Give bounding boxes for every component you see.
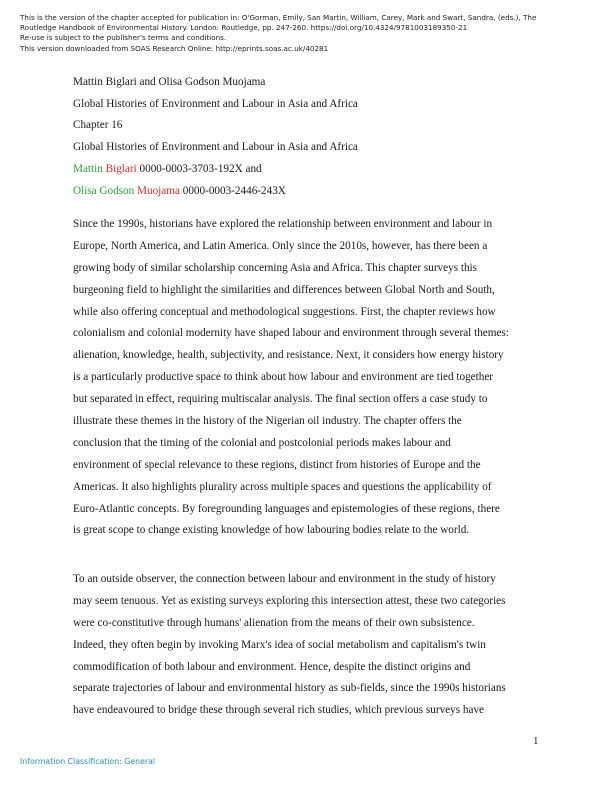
author2-orcid: 0000-0003-2446-243X <box>179 184 286 197</box>
author1-first-name: Mattin <box>73 162 103 175</box>
abstract-line: Americas. It also highlights plurality across multiple spaces and questions the applicability of <box>73 480 492 493</box>
chapter-number: Chapter 16 <box>73 119 123 132</box>
body-paragraph <box>73 569 543 722</box>
abstract-line: Europe, North America, and Latin America. Only since the 2010s, however, has there been a <box>73 239 488 252</box>
body-line: separate trajectories of labour and environmental history as sub-fields, since the 1990s historians <box>73 682 506 695</box>
author1-last-name: Biglari <box>105 162 137 175</box>
chapter-title-repeat: Global Histories of Environment and Labour in Asia and Africa <box>73 141 358 154</box>
abstract-paragraph <box>73 214 543 542</box>
body-line: To an outside observer, the connection between labour and environment in the study of history <box>73 573 496 585</box>
abstract-line: is great scope to change existing knowledge of how labouring bodies relate to the world. <box>73 524 470 537</box>
authors-line: Mattin Biglari and Olisa Godson Muojama <box>73 76 266 88</box>
author2-last-name: Muojama <box>137 184 180 197</box>
abstract-line: Euro-Atlantic concepts. By foregrounding languages and epistemologies of these regions, there <box>73 502 500 515</box>
notice-line: This is the version of the chapter accepted for publication in: O'Gorman, Emily, San Martin, William, Carey, Mark and Swart, Sandra, (eds.), The <box>20 13 537 22</box>
abstract-line: environment of special relevance to these regions, distinct from histories of Europe and the <box>73 458 481 471</box>
notice-line: This version downloaded from SOAS Research Online: http://eprints.soas.ac.uk/40281 <box>20 43 329 53</box>
information-classification-footer: Information Classification: General <box>20 757 156 766</box>
author1-orcid: 0000-0003-3703-192X and <box>136 162 262 175</box>
body-line: have endeavoured to bridge these through several rich studies, which previous surveys have <box>73 704 485 717</box>
abstract-line: but separated in effect, requiring multiscalar analysis. The final section offers a case study to <box>73 393 488 406</box>
abstract-line: burgeoning field to highlight the similarities and differences between Global North and South, <box>73 283 495 296</box>
abstract-line: while also offering conceptual and methodological suggestions. First, the chapter reviews how <box>73 305 496 318</box>
abstract-line: illustrate these themes in the history of the Nigerian oil industry. The chapter offers the <box>73 415 462 428</box>
author2-first-name: Olisa Godson <box>73 184 135 197</box>
body-line: were co-constitutive through humans' alienation from the means of their own subsistence. <box>73 616 475 629</box>
publication-notice <box>20 13 605 54</box>
chapter-title: Global Histories of Environment and Labour in Asia and Africa <box>73 97 358 110</box>
abstract-line: growing body of similar scholarship concerning Asia and Africa. This chapter surveys this <box>73 261 478 274</box>
page-number: 1 <box>533 735 539 747</box>
body-line: may seem tenuous. Yet as existing surveys exploring this intersection attest, these two categories <box>73 594 506 607</box>
chapter-header <box>73 72 543 202</box>
abstract-line: alienation, knowledge, health, subjectivity, and resistance. Next, it considers how energy history <box>73 349 504 362</box>
author1-line <box>73 159 543 181</box>
body-line: Indeed, they often begin by invoking Marx's idea of social metabolism and capitalism's twin <box>73 638 486 651</box>
author2-line <box>73 181 543 203</box>
abstract-line: Since the 1990s, historians have explored the relationship between environment and labour in <box>73 218 493 230</box>
abstract-line: conclusion that the timing of the colonial and postcolonial periods makes labour and <box>73 436 451 449</box>
notice-line: Routledge Handbook of Environmental History. London: Routledge, pp. 247-260. https://doi.org/10.4324/9781003189350-21 <box>20 23 468 33</box>
abstract-line: is a particularly productive space to think about how labour and environment are tied together <box>73 371 494 384</box>
body-line: commodification of both labour and environment. Hence, despite the distinct origins and <box>73 660 471 673</box>
notice-line: Re-use is subject to the publisher's terms and conditions. <box>20 33 227 43</box>
abstract-line: colonialism and colonial modernity have shaped labour and environment through several themes: <box>73 327 509 340</box>
